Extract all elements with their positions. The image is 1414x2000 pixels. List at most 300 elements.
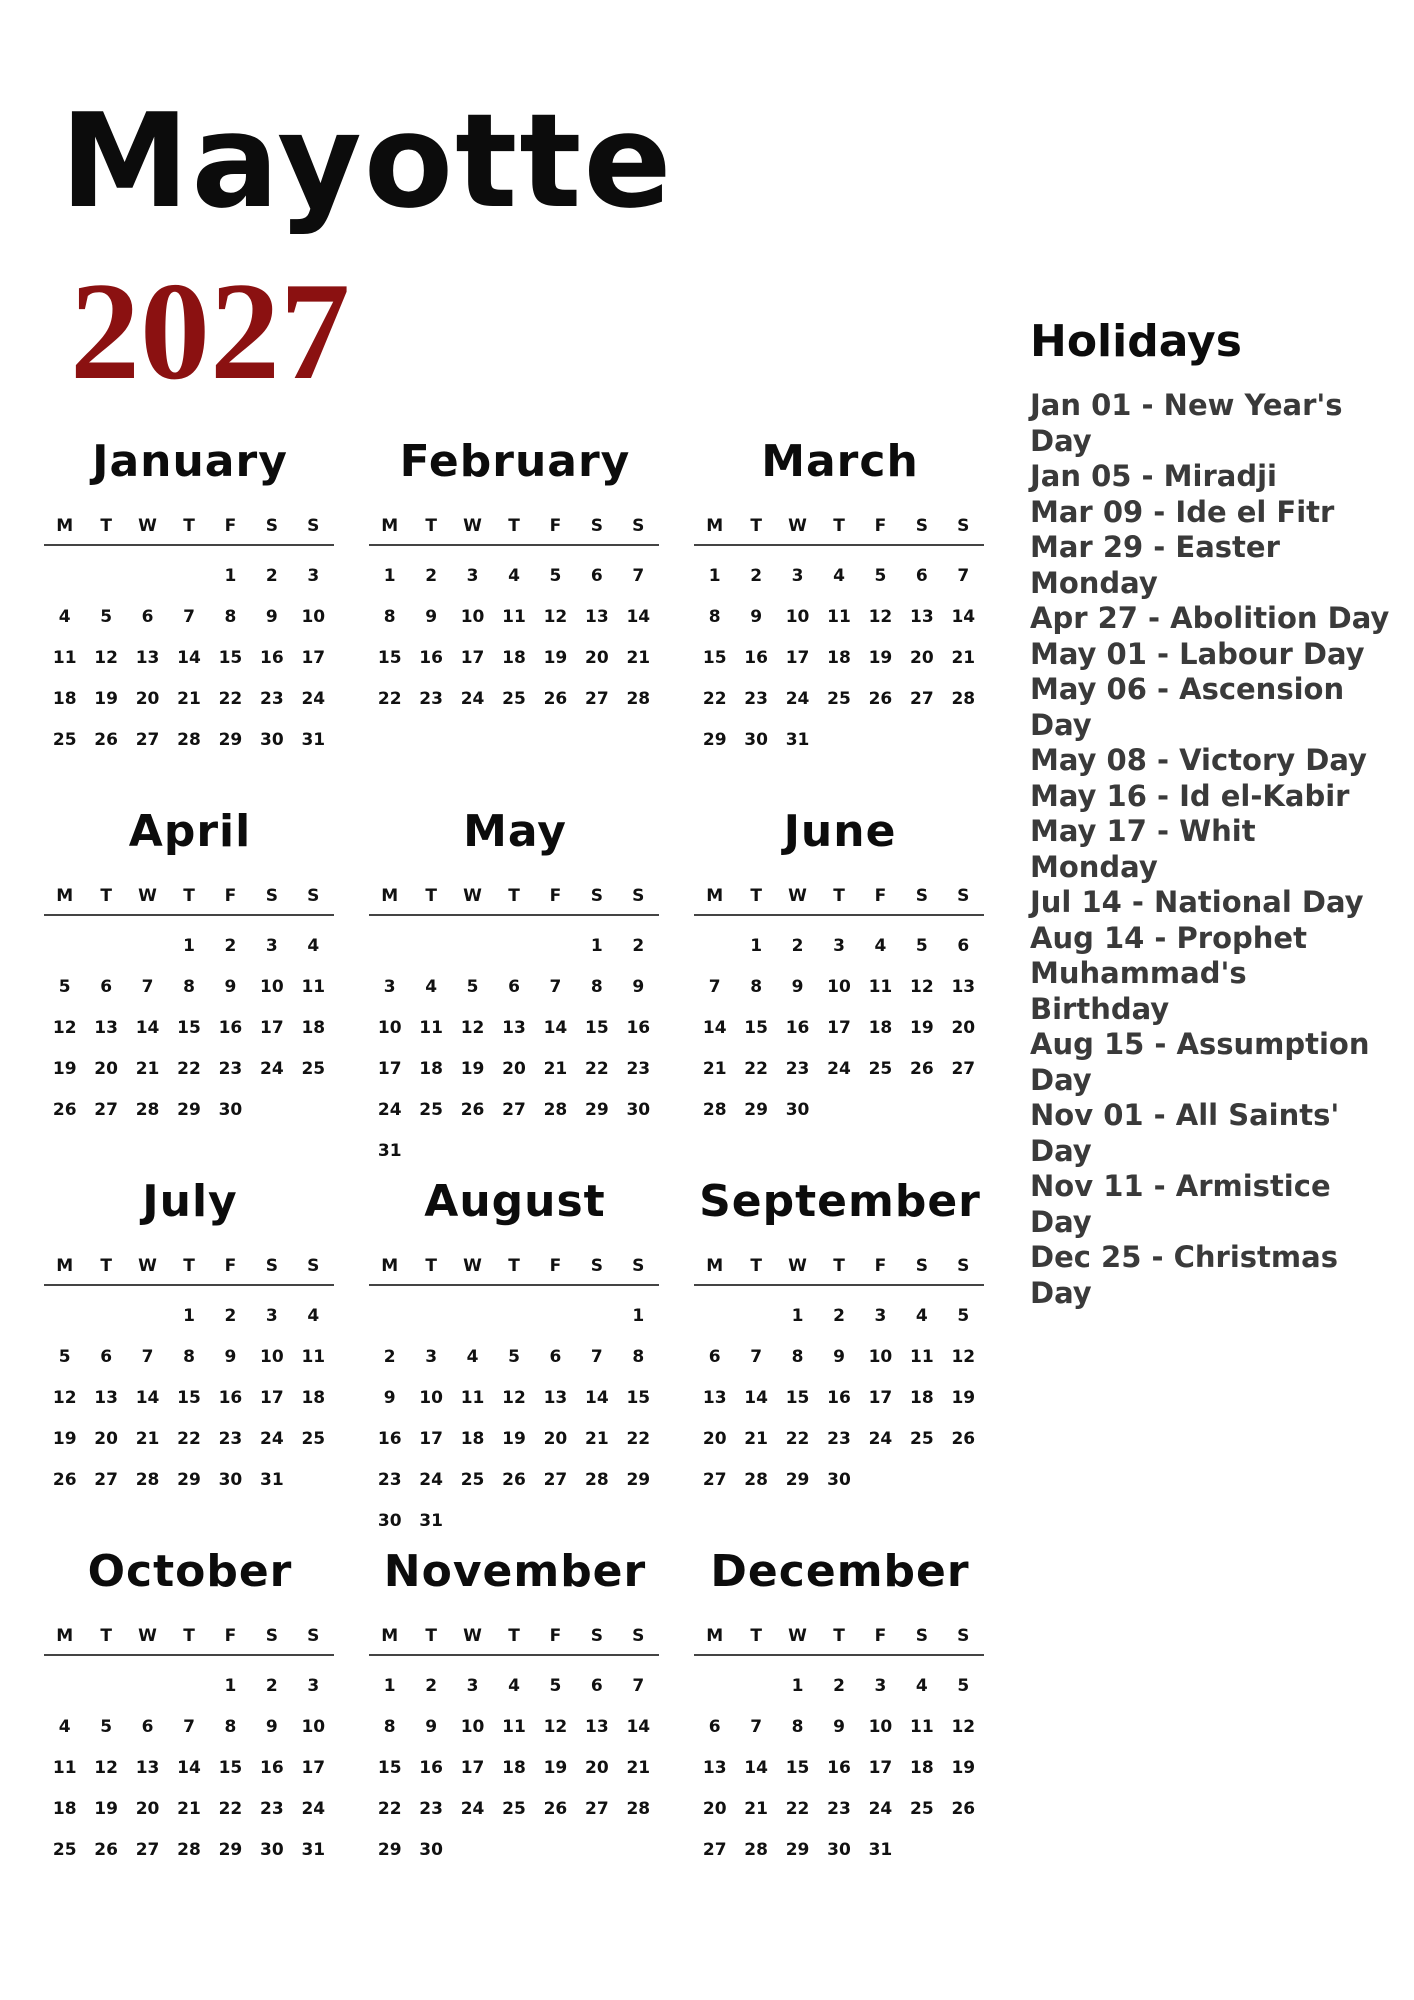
day-cell: 19	[52, 1059, 77, 1079]
day-cell: 16	[419, 648, 443, 668]
day-cell: 21	[626, 648, 651, 668]
day-cell: 29	[177, 1100, 201, 1120]
weekday-label: F	[874, 886, 887, 906]
weekday-label: S	[590, 886, 603, 906]
day-cell: 4	[915, 1676, 928, 1696]
day-cell: 26	[951, 1429, 976, 1449]
day-cell: 12	[52, 1018, 77, 1038]
weekday-label: W	[463, 1256, 482, 1276]
day-cell: 21	[177, 689, 201, 709]
weekday-label: F	[224, 886, 237, 906]
weekday-label: M	[56, 1256, 74, 1276]
weekday-label: W	[788, 516, 807, 536]
day-cell: 17	[260, 1388, 284, 1408]
day-cell: 8	[750, 977, 763, 997]
day-empty	[535, 926, 576, 967]
day-cell: 20	[502, 1059, 526, 1079]
day-empty	[127, 926, 168, 967]
weekday-label: T	[508, 516, 520, 536]
weekday-label: M	[381, 1256, 399, 1276]
day-cell: 18	[301, 1388, 326, 1408]
day-cell: 7	[183, 607, 195, 627]
day-cell: 9	[265, 607, 278, 627]
weekday-label: M	[381, 516, 399, 536]
day-cell: 9	[383, 1388, 396, 1408]
day-cell: 16	[377, 1429, 402, 1449]
day-cell: 24	[301, 689, 326, 709]
day-cell: 21	[177, 1799, 201, 1819]
weekday-label: S	[590, 516, 603, 536]
day-cell: 13	[135, 1758, 160, 1778]
day-cell: 15	[177, 1388, 201, 1408]
day-cell: 5	[100, 1717, 113, 1737]
day-cell: 1	[383, 566, 396, 586]
day-cell: 4	[307, 1306, 320, 1326]
day-cell: 24	[377, 1100, 402, 1120]
day-cell: 10	[260, 1347, 284, 1367]
day-cell: 7	[549, 977, 562, 997]
day-cell: 24	[460, 1799, 485, 1819]
day-cell: 19	[502, 1429, 526, 1449]
day-cell: 1	[590, 936, 603, 956]
day-cell: 9	[265, 1717, 278, 1737]
day-cell: 4	[466, 1347, 479, 1367]
day-cell: 1	[708, 566, 721, 586]
day-cell: 23	[419, 689, 443, 709]
day-cell: 6	[508, 977, 520, 997]
day-cell: 23	[377, 1470, 402, 1490]
holiday-item: Jan 01 - New Year's Day	[1030, 388, 1343, 458]
weekday-label: F	[549, 886, 562, 906]
day-cell: 31	[301, 730, 326, 750]
weekday-label: W	[788, 1256, 807, 1276]
weekday-label: T	[833, 886, 845, 906]
day-cell: 10	[460, 1717, 485, 1737]
month-name: March	[761, 436, 919, 487]
day-cell: 17	[301, 648, 326, 668]
day-cell: 4	[915, 1306, 928, 1326]
day-cell: 3	[466, 566, 479, 586]
day-grid	[369, 926, 659, 1172]
weekday-header	[44, 886, 334, 916]
day-cell: 12	[52, 1388, 77, 1408]
day-cell: 10	[301, 1717, 326, 1737]
weekday-label: T	[750, 886, 762, 906]
day-cell: 25	[910, 1429, 934, 1449]
weekday-header	[44, 1626, 334, 1656]
weekday-label: S	[957, 516, 970, 536]
day-cell: 17	[260, 1018, 284, 1038]
month-name: January	[92, 436, 288, 487]
day-cell: 23	[827, 1429, 851, 1449]
weekday-label: W	[138, 886, 157, 906]
day-cell: 30	[827, 1840, 851, 1860]
day-cell: 6	[100, 977, 113, 997]
day-cell: 12	[868, 607, 893, 627]
day-cell: 29	[626, 1470, 651, 1490]
day-cell: 3	[265, 1306, 278, 1326]
day-cell: 7	[632, 1676, 645, 1696]
day-cell: 26	[460, 1100, 485, 1120]
day-cell: 6	[915, 566, 928, 586]
day-cell: 30	[626, 1100, 651, 1120]
day-cell: 14	[626, 607, 651, 627]
day-cell: 2	[833, 1306, 845, 1326]
weekday-label: T	[425, 516, 437, 536]
day-cell: 29	[702, 730, 727, 750]
day-cell: 26	[951, 1799, 976, 1819]
weekday-label: M	[381, 886, 399, 906]
weekday-label: T	[833, 516, 845, 536]
day-cell: 9	[833, 1717, 845, 1737]
day-cell: 21	[951, 648, 976, 668]
weekday-header	[369, 516, 659, 546]
holiday-item: Jul 14 - National Day	[1030, 885, 1364, 920]
month-june	[690, 806, 990, 1180]
day-cell: 9	[425, 607, 438, 627]
month-april	[40, 806, 340, 1180]
day-cell: 18	[502, 1758, 526, 1778]
day-empty	[44, 926, 85, 967]
weekday-label: M	[381, 1626, 399, 1646]
day-cell: 27	[585, 1799, 609, 1819]
day-cell: 16	[218, 1388, 243, 1408]
day-cell: 2	[425, 1676, 438, 1696]
weekday-header	[694, 1626, 984, 1656]
day-cell: 9	[791, 977, 804, 997]
day-cell: 24	[868, 1799, 893, 1819]
weekday-label: S	[632, 516, 645, 536]
day-cell: 20	[702, 1799, 727, 1819]
day-cell: 14	[135, 1018, 160, 1038]
day-empty	[44, 1296, 85, 1337]
day-cell: 5	[915, 936, 928, 956]
day-cell: 13	[94, 1388, 118, 1408]
day-cell: 17	[377, 1059, 402, 1079]
day-cell: 6	[957, 936, 970, 956]
day-cell: 31	[419, 1511, 443, 1531]
day-cell: 6	[708, 1347, 721, 1367]
day-cell: 11	[52, 1758, 77, 1778]
month-name: July	[142, 1176, 238, 1227]
day-cell: 25	[52, 730, 77, 750]
day-cell: 6	[549, 1347, 562, 1367]
day-cell: 2	[750, 566, 763, 586]
day-cell: 1	[791, 1676, 804, 1696]
day-cell: 27	[502, 1100, 526, 1120]
day-cell: 13	[702, 1758, 727, 1778]
day-cell: 1	[632, 1306, 645, 1326]
day-cell: 18	[52, 689, 77, 709]
month-name: February	[399, 436, 631, 487]
day-cell: 8	[383, 607, 396, 627]
day-cell: 22	[218, 689, 243, 709]
day-cell: 5	[874, 566, 887, 586]
day-cell: 12	[94, 1758, 118, 1778]
weekday-label: S	[590, 1626, 603, 1646]
day-cell: 5	[58, 1347, 71, 1367]
day-cell: 5	[957, 1676, 970, 1696]
day-cell: 27	[951, 1059, 976, 1079]
day-cell: 12	[94, 648, 118, 668]
day-cell: 9	[750, 607, 763, 627]
day-cell: 11	[910, 1347, 934, 1367]
day-cell: 5	[549, 1676, 562, 1696]
day-cell: 22	[785, 1799, 810, 1819]
day-cell: 12	[502, 1388, 526, 1408]
day-cell: 10	[868, 1347, 893, 1367]
day-cell: 16	[626, 1018, 651, 1038]
day-cell: 23	[218, 1059, 243, 1079]
weekday-header	[694, 886, 984, 916]
day-cell: 13	[585, 1717, 609, 1737]
day-cell: 25	[419, 1100, 443, 1120]
weekday-header	[44, 516, 334, 546]
day-empty	[452, 926, 493, 967]
day-cell: 6	[590, 1676, 603, 1696]
day-cell: 6	[708, 1717, 721, 1737]
day-cell: 23	[626, 1059, 651, 1079]
day-grid	[694, 1666, 984, 1871]
day-cell: 4	[874, 936, 887, 956]
day-cell: 11	[502, 1717, 526, 1737]
weekday-header	[44, 1256, 334, 1286]
weekday-label: T	[100, 886, 112, 906]
day-cell: 28	[744, 1470, 768, 1490]
month-january	[40, 436, 340, 810]
day-cell: 18	[52, 1799, 77, 1819]
day-cell: 15	[377, 648, 402, 668]
month-february	[365, 436, 665, 810]
day-cell: 22	[177, 1429, 201, 1449]
day-cell: 5	[508, 1347, 520, 1367]
weekday-label: T	[508, 886, 520, 906]
day-grid	[44, 926, 334, 1131]
day-cell: 24	[419, 1470, 443, 1490]
day-cell: 11	[868, 977, 893, 997]
day-cell: 17	[301, 1758, 326, 1778]
day-cell: 7	[590, 1347, 603, 1367]
weekday-label: S	[590, 1256, 603, 1276]
weekday-label: T	[750, 1626, 762, 1646]
weekday-label: F	[874, 1626, 887, 1646]
day-cell: 8	[632, 1347, 645, 1367]
weekday-label: S	[265, 1256, 278, 1276]
day-cell: 30	[377, 1511, 402, 1531]
day-cell: 2	[265, 566, 278, 586]
day-cell: 29	[377, 1840, 402, 1860]
holiday-item: May 08 - Victory Day	[1030, 743, 1367, 778]
day-cell: 13	[94, 1018, 118, 1038]
day-cell: 25	[460, 1470, 485, 1490]
weekday-label: T	[750, 1256, 762, 1276]
day-cell: 13	[951, 977, 976, 997]
day-cell: 23	[827, 1799, 851, 1819]
day-cell: 26	[52, 1470, 77, 1490]
day-cell: 30	[744, 730, 768, 750]
day-grid	[44, 1296, 334, 1501]
day-cell: 27	[135, 1840, 160, 1860]
day-cell: 18	[868, 1018, 893, 1038]
weekday-label: F	[224, 1626, 237, 1646]
day-empty	[44, 1666, 85, 1707]
day-empty	[168, 556, 209, 597]
day-cell: 13	[910, 607, 934, 627]
day-cell: 2	[833, 1676, 845, 1696]
day-cell: 10	[377, 1018, 402, 1038]
day-cell: 17	[460, 1758, 485, 1778]
day-empty	[410, 1296, 451, 1337]
day-cell: 19	[951, 1388, 976, 1408]
day-cell: 19	[868, 648, 893, 668]
day-cell: 22	[377, 689, 402, 709]
day-cell: 15	[744, 1018, 768, 1038]
day-cell: 12	[543, 1717, 568, 1737]
day-cell: 8	[708, 607, 721, 627]
weekday-label: T	[183, 1626, 195, 1646]
day-cell: 22	[377, 1799, 402, 1819]
day-cell: 2	[224, 1306, 237, 1326]
holiday-item: May 06 - Ascension Day	[1030, 672, 1345, 742]
day-cell: 21	[543, 1059, 568, 1079]
day-cell: 9	[224, 977, 237, 997]
day-grid	[369, 556, 659, 720]
month-july	[40, 1176, 340, 1550]
day-cell: 18	[910, 1758, 934, 1778]
day-empty	[369, 926, 410, 967]
day-cell: 13	[135, 648, 160, 668]
day-cell: 20	[585, 1758, 609, 1778]
day-empty	[85, 1296, 126, 1337]
weekday-label: F	[224, 516, 237, 536]
day-cell: 15	[626, 1388, 651, 1408]
day-cell: 12	[910, 977, 934, 997]
day-cell: 23	[260, 1799, 284, 1819]
weekday-label: M	[56, 516, 74, 536]
day-cell: 11	[301, 1347, 326, 1367]
weekday-label: W	[788, 1626, 807, 1646]
day-cell: 27	[94, 1100, 118, 1120]
day-cell: 1	[224, 566, 237, 586]
day-cell: 10	[785, 607, 810, 627]
day-cell: 18	[502, 648, 526, 668]
day-cell: 28	[177, 1840, 201, 1860]
weekday-label: W	[463, 1626, 482, 1646]
day-cell: 11	[52, 648, 77, 668]
day-cell: 8	[224, 1717, 237, 1737]
day-cell: 4	[508, 566, 520, 586]
weekday-label: S	[915, 886, 928, 906]
day-cell: 3	[425, 1347, 438, 1367]
weekday-label: M	[706, 886, 724, 906]
day-cell: 19	[94, 1799, 118, 1819]
day-cell: 20	[543, 1429, 568, 1449]
weekday-label: S	[915, 1256, 928, 1276]
day-empty	[694, 1296, 735, 1337]
weekday-label: W	[463, 516, 482, 536]
weekday-label: T	[833, 1626, 845, 1646]
day-cell: 31	[868, 1840, 893, 1860]
month-name: October	[87, 1546, 293, 1597]
day-grid	[44, 556, 334, 761]
day-cell: 7	[750, 1347, 763, 1367]
day-cell: 22	[626, 1429, 651, 1449]
weekday-label: F	[549, 1256, 562, 1276]
day-cell: 7	[708, 977, 721, 997]
day-empty	[452, 1296, 493, 1337]
day-cell: 6	[100, 1347, 113, 1367]
weekday-label: S	[307, 1256, 320, 1276]
weekday-label: W	[463, 886, 482, 906]
month-october	[40, 1546, 340, 1920]
day-cell: 23	[260, 689, 284, 709]
day-cell: 13	[502, 1018, 526, 1038]
holiday-item: Nov 11 - Armistice Day	[1030, 1169, 1331, 1239]
day-cell: 22	[744, 1059, 768, 1079]
day-cell: 13	[585, 607, 609, 627]
day-cell: 27	[94, 1470, 118, 1490]
day-cell: 22	[585, 1059, 609, 1079]
day-cell: 15	[218, 1758, 243, 1778]
day-cell: 21	[135, 1059, 160, 1079]
holiday-item: Dec 25 - Christmas Day	[1030, 1240, 1338, 1310]
weekday-label: T	[833, 1256, 845, 1276]
day-cell: 14	[543, 1018, 568, 1038]
day-cell: 28	[626, 1799, 651, 1819]
day-cell: 8	[183, 977, 195, 997]
weekday-label: T	[183, 1256, 195, 1276]
calendar-year: 2027	[70, 254, 350, 409]
day-cell: 15	[785, 1758, 810, 1778]
weekday-label: T	[750, 516, 762, 536]
day-cell: 10	[419, 1388, 443, 1408]
day-cell: 17	[460, 648, 485, 668]
weekday-label: S	[957, 886, 970, 906]
holiday-item: Mar 09 - Ide el Fitr	[1030, 494, 1335, 529]
day-cell: 23	[218, 1429, 243, 1449]
holidays-panel	[1030, 318, 1390, 1311]
weekday-label: F	[549, 1626, 562, 1646]
day-cell: 30	[218, 1470, 243, 1490]
weekday-header	[694, 516, 984, 546]
day-cell: 28	[702, 1100, 727, 1120]
day-cell: 2	[425, 566, 438, 586]
day-cell: 31	[785, 730, 810, 750]
day-cell: 28	[543, 1100, 568, 1120]
weekday-label: M	[706, 1256, 724, 1276]
months-grid	[40, 436, 990, 1920]
day-empty	[85, 1666, 126, 1707]
day-cell: 29	[177, 1470, 201, 1490]
day-cell: 18	[460, 1429, 485, 1449]
month-name: April	[128, 806, 252, 857]
day-cell: 28	[135, 1470, 160, 1490]
holiday-item: Jan 05 - Miradji	[1030, 459, 1277, 494]
day-cell: 21	[135, 1429, 160, 1449]
day-cell: 21	[585, 1429, 609, 1449]
day-cell: 9	[632, 977, 645, 997]
month-september	[690, 1176, 990, 1550]
day-cell: 3	[307, 566, 320, 586]
holiday-item: Aug 14 - Prophet Muhammad's Birthday	[1030, 920, 1307, 1026]
day-cell: 29	[218, 730, 243, 750]
day-cell: 12	[951, 1347, 976, 1367]
day-cell: 19	[543, 648, 568, 668]
weekday-label: M	[56, 886, 74, 906]
day-cell: 17	[868, 1388, 893, 1408]
weekday-label: T	[425, 1626, 437, 1646]
day-cell: 15	[702, 648, 727, 668]
